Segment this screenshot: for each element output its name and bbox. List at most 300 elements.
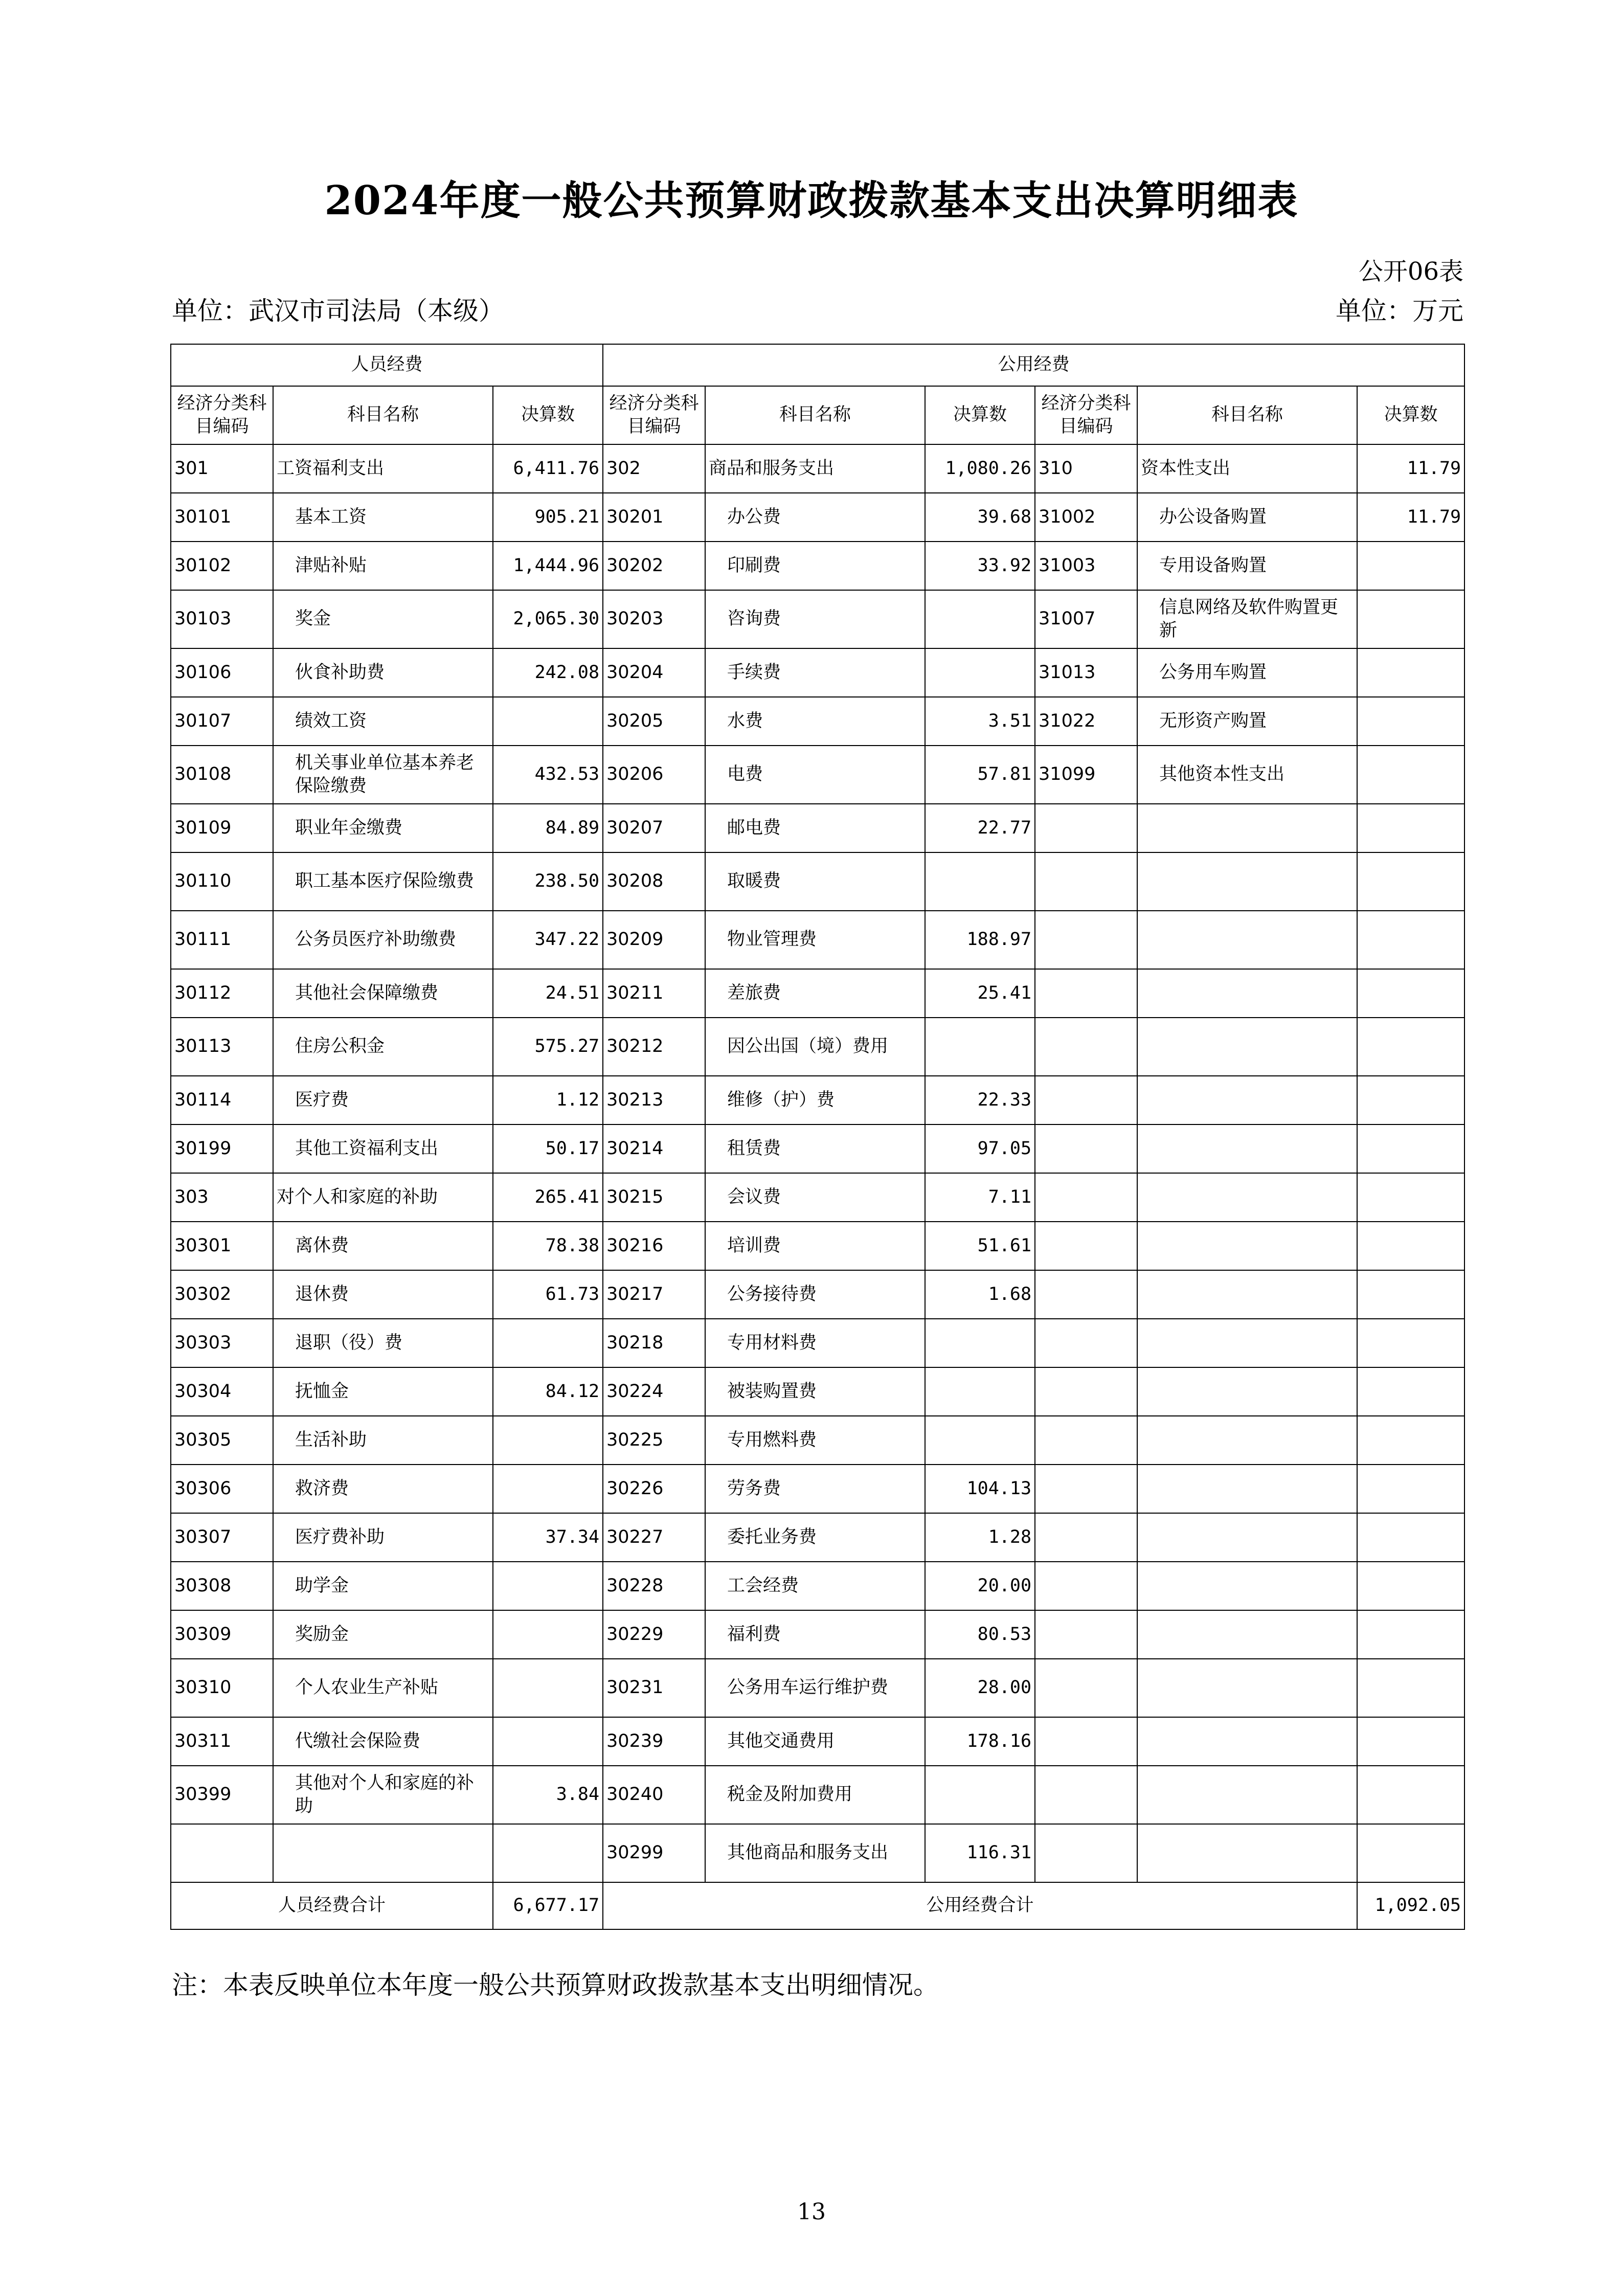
personnel-amount-cell: 347.22 xyxy=(493,911,603,969)
personnel-code-cell: 30103 xyxy=(171,590,273,648)
personnel-code-cell: 30309 xyxy=(171,1610,273,1659)
public-code-cell: 302 xyxy=(603,444,705,493)
capital-code-cell: 31099 xyxy=(1035,746,1137,804)
public-total-amount: 1,092.05 xyxy=(1357,1882,1464,1929)
capital-code-cell xyxy=(1035,1124,1137,1173)
capital-name-cell: 其他资本性支出 xyxy=(1137,746,1357,804)
table-row xyxy=(171,1717,1464,1766)
personnel-name-cell: 伙食补助费 xyxy=(273,648,493,697)
public-code-cell: 30217 xyxy=(603,1270,705,1319)
personnel-code-cell: 30304 xyxy=(171,1367,273,1416)
capital-code-cell xyxy=(1035,1367,1137,1416)
capital-name-cell xyxy=(1137,1367,1357,1416)
capital-amount-cell xyxy=(1357,1076,1464,1124)
public-amount-cell xyxy=(925,590,1035,648)
personnel-amount-cell: 24.51 xyxy=(493,969,603,1018)
capital-amount-cell xyxy=(1357,648,1464,697)
capital-amount-cell xyxy=(1357,1270,1464,1319)
personnel-name-cell: 助学金 xyxy=(273,1562,493,1610)
header-public: 公用经费 xyxy=(603,344,1464,386)
personnel-amount-cell: 905.21 xyxy=(493,493,603,542)
table-row xyxy=(171,1222,1464,1270)
capital-name-cell: 办公设备购置 xyxy=(1137,493,1357,542)
capital-code-cell xyxy=(1035,911,1137,969)
table-row xyxy=(171,1610,1464,1659)
table-row xyxy=(171,911,1464,969)
unit-currency: 单位：万元 xyxy=(1336,296,1463,326)
public-code-cell: 30203 xyxy=(603,590,705,648)
capital-name-cell xyxy=(1137,1659,1357,1717)
public-name-cell: 福利费 xyxy=(705,1610,925,1659)
personnel-name-cell: 退休费 xyxy=(273,1270,493,1319)
public-amount-cell xyxy=(925,852,1035,911)
public-name-cell: 公务用车运行维护费 xyxy=(705,1659,925,1717)
personnel-code-cell: 301 xyxy=(171,444,273,493)
personnel-code-cell: 30102 xyxy=(171,542,273,590)
capital-code-cell xyxy=(1035,1465,1137,1513)
capital-amount-cell xyxy=(1357,1124,1464,1173)
personnel-amount-cell: 84.12 xyxy=(493,1367,603,1416)
table-row xyxy=(171,590,1464,648)
capital-amount-cell xyxy=(1357,1018,1464,1076)
public-code-cell: 30205 xyxy=(603,697,705,746)
personnel-code-cell xyxy=(171,1824,273,1882)
public-amount-cell: 188.97 xyxy=(925,911,1035,969)
public-code-cell: 30228 xyxy=(603,1562,705,1610)
personnel-code-cell: 30111 xyxy=(171,911,273,969)
public-amount-cell: 1.28 xyxy=(925,1513,1035,1562)
capital-code-cell xyxy=(1035,804,1137,852)
capital-amount-cell xyxy=(1357,697,1464,746)
personnel-code-cell: 30301 xyxy=(171,1222,273,1270)
capital-amount-cell xyxy=(1357,852,1464,911)
header-name: 科目名称 xyxy=(1137,386,1357,444)
table-row xyxy=(171,969,1464,1018)
capital-code-cell: 31022 xyxy=(1035,697,1137,746)
capital-code-cell xyxy=(1035,1562,1137,1610)
table-row xyxy=(171,804,1464,852)
public-name-cell: 手续费 xyxy=(705,648,925,697)
page-title: 2024年度一般公共预算财政拨款基本支出决算明细表 xyxy=(324,177,1299,224)
table-row xyxy=(171,1659,1464,1717)
public-code-cell: 30226 xyxy=(603,1465,705,1513)
personnel-name-cell: 离休费 xyxy=(273,1222,493,1270)
public-amount-cell: 25.41 xyxy=(925,969,1035,1018)
personnel-amount-cell: 1.12 xyxy=(493,1076,603,1124)
table-row xyxy=(171,1270,1464,1319)
personnel-name-cell: 个人农业生产补贴 xyxy=(273,1659,493,1717)
capital-amount-cell xyxy=(1357,1319,1464,1367)
public-amount-cell: 20.00 xyxy=(925,1562,1035,1610)
public-code-cell: 30214 xyxy=(603,1124,705,1173)
public-name-cell: 劳务费 xyxy=(705,1465,925,1513)
table-row xyxy=(171,1076,1464,1124)
personnel-amount-cell: 242.08 xyxy=(493,648,603,697)
public-name-cell: 办公费 xyxy=(705,493,925,542)
public-code-cell: 30211 xyxy=(603,969,705,1018)
public-name-cell: 其他交通费用 xyxy=(705,1717,925,1766)
public-code-cell: 30213 xyxy=(603,1076,705,1124)
public-amount-cell: 1.68 xyxy=(925,1270,1035,1319)
public-name-cell: 公务接待费 xyxy=(705,1270,925,1319)
capital-code-cell xyxy=(1035,1659,1137,1717)
public-amount-cell: 39.68 xyxy=(925,493,1035,542)
footnote: 注：本表反映单位本年度一般公共预算财政拨款基本支出明细情况。 xyxy=(172,1970,939,2000)
personnel-name-cell: 代缴社会保险费 xyxy=(273,1717,493,1766)
table-row xyxy=(171,648,1464,697)
public-amount-cell xyxy=(925,1018,1035,1076)
personnel-amount-cell: 37.34 xyxy=(493,1513,603,1562)
public-amount-cell: 178.16 xyxy=(925,1717,1035,1766)
capital-amount-cell: 11.79 xyxy=(1357,444,1464,493)
personnel-name-cell: 绩效工资 xyxy=(273,697,493,746)
personnel-amount-cell: 61.73 xyxy=(493,1270,603,1319)
capital-code-cell: 31003 xyxy=(1035,542,1137,590)
header-name: 科目名称 xyxy=(705,386,925,444)
capital-name-cell xyxy=(1137,1222,1357,1270)
public-name-cell: 因公出国（境）费用 xyxy=(705,1018,925,1076)
public-name-cell: 专用燃料费 xyxy=(705,1416,925,1465)
table-row xyxy=(171,1018,1464,1076)
capital-name-cell: 信息网络及软件购置更新 xyxy=(1137,590,1357,648)
capital-code-cell xyxy=(1035,852,1137,911)
table-row xyxy=(171,1562,1464,1610)
capital-amount-cell xyxy=(1357,1513,1464,1562)
capital-code-cell xyxy=(1035,1513,1137,1562)
capital-code-cell xyxy=(1035,1717,1137,1766)
table-row xyxy=(171,746,1464,804)
personnel-name-cell: 公务员医疗补助缴费 xyxy=(273,911,493,969)
personnel-amount-cell xyxy=(493,1824,603,1882)
capital-code-cell: 31002 xyxy=(1035,493,1137,542)
personnel-amount-cell: 265.41 xyxy=(493,1173,603,1222)
capital-amount-cell xyxy=(1357,590,1464,648)
personnel-code-cell: 30113 xyxy=(171,1018,273,1076)
capital-amount-cell xyxy=(1357,1367,1464,1416)
expenditure-table xyxy=(170,344,1465,1930)
table-row xyxy=(171,1465,1464,1513)
personnel-amount-cell: 50.17 xyxy=(493,1124,603,1173)
capital-code-cell xyxy=(1035,1766,1137,1824)
capital-name-cell xyxy=(1137,1824,1357,1882)
personnel-amount-cell: 575.27 xyxy=(493,1018,603,1076)
public-code-cell: 30207 xyxy=(603,804,705,852)
personnel-amount-cell xyxy=(493,1416,603,1465)
personnel-code-cell: 303 xyxy=(171,1173,273,1222)
capital-code-cell: 310 xyxy=(1035,444,1137,493)
table-row xyxy=(171,493,1464,542)
personnel-name-cell: 工资福利支出 xyxy=(273,444,493,493)
capital-amount-cell xyxy=(1357,1717,1464,1766)
personnel-amount-cell: 1,444.96 xyxy=(493,542,603,590)
table-row xyxy=(171,542,1464,590)
public-amount-cell xyxy=(925,1319,1035,1367)
capital-amount-cell xyxy=(1357,1173,1464,1222)
personnel-code-cell: 30303 xyxy=(171,1319,273,1367)
public-amount-cell: 1,080.26 xyxy=(925,444,1035,493)
personnel-name-cell: 机关事业单位基本养老保险缴费 xyxy=(273,746,493,804)
capital-name-cell xyxy=(1137,804,1357,852)
capital-amount-cell xyxy=(1357,1766,1464,1824)
public-name-cell: 商品和服务支出 xyxy=(705,444,925,493)
personnel-code-cell: 30308 xyxy=(171,1562,273,1610)
public-name-cell: 税金及附加费用 xyxy=(705,1766,925,1824)
capital-name-cell xyxy=(1137,1018,1357,1076)
public-name-cell: 委托业务费 xyxy=(705,1513,925,1562)
unit-organization: 单位：武汉市司法局（本级） xyxy=(172,296,504,326)
personnel-code-cell: 30307 xyxy=(171,1513,273,1562)
capital-amount-cell xyxy=(1357,542,1464,590)
public-name-cell: 专用材料费 xyxy=(705,1319,925,1367)
page-number: 13 xyxy=(797,2199,826,2225)
public-name-cell: 其他商品和服务支出 xyxy=(705,1824,925,1882)
personnel-name-cell: 津贴补贴 xyxy=(273,542,493,590)
personnel-name-cell: 职业年金缴费 xyxy=(273,804,493,852)
public-name-cell: 差旅费 xyxy=(705,969,925,1018)
capital-name-cell: 无形资产购置 xyxy=(1137,697,1357,746)
public-name-cell: 水费 xyxy=(705,697,925,746)
personnel-code-cell: 30399 xyxy=(171,1766,273,1824)
capital-amount-cell xyxy=(1357,1562,1464,1610)
personnel-name-cell: 奖励金 xyxy=(273,1610,493,1659)
capital-code-cell: 31007 xyxy=(1035,590,1137,648)
capital-name-cell xyxy=(1137,969,1357,1018)
public-name-cell: 物业管理费 xyxy=(705,911,925,969)
personnel-name-cell: 医疗费补助 xyxy=(273,1513,493,1562)
capital-name-cell xyxy=(1137,1513,1357,1562)
personnel-amount-cell xyxy=(493,1659,603,1717)
capital-name-cell xyxy=(1137,1124,1357,1173)
personnel-amount-cell: 3.84 xyxy=(493,1766,603,1824)
public-name-cell: 会议费 xyxy=(705,1173,925,1222)
public-name-cell: 租赁费 xyxy=(705,1124,925,1173)
public-amount-cell xyxy=(925,648,1035,697)
personnel-name-cell: 职工基本医疗保险缴费 xyxy=(273,852,493,911)
personnel-total-label: 人员经费合计 xyxy=(171,1882,493,1929)
personnel-amount-cell xyxy=(493,1465,603,1513)
capital-amount-cell xyxy=(1357,1465,1464,1513)
table-row xyxy=(171,1319,1464,1367)
personnel-code-cell: 30110 xyxy=(171,852,273,911)
public-amount-cell: 97.05 xyxy=(925,1124,1035,1173)
public-code-cell: 30239 xyxy=(603,1717,705,1766)
public-amount-cell xyxy=(925,1367,1035,1416)
public-amount-cell: 22.77 xyxy=(925,804,1035,852)
personnel-code-cell: 30106 xyxy=(171,648,273,697)
personnel-amount-cell: 432.53 xyxy=(493,746,603,804)
public-code-cell: 30218 xyxy=(603,1319,705,1367)
personnel-amount-cell xyxy=(493,1319,603,1367)
capital-name-cell xyxy=(1137,1465,1357,1513)
public-name-cell: 取暖费 xyxy=(705,852,925,911)
table-row xyxy=(171,697,1464,746)
totals-row xyxy=(171,1882,1464,1929)
personnel-name-cell: 奖金 xyxy=(273,590,493,648)
personnel-code-cell: 30108 xyxy=(171,746,273,804)
personnel-code-cell: 30310 xyxy=(171,1659,273,1717)
public-amount-cell: 116.31 xyxy=(925,1824,1035,1882)
personnel-name-cell xyxy=(273,1824,493,1882)
capital-code-cell xyxy=(1035,969,1137,1018)
personnel-name-cell: 抚恤金 xyxy=(273,1367,493,1416)
capital-name-cell xyxy=(1137,852,1357,911)
table-row xyxy=(171,1124,1464,1173)
header-personnel: 人员经费 xyxy=(171,344,603,386)
public-code-cell: 30212 xyxy=(603,1018,705,1076)
personnel-code-cell: 30199 xyxy=(171,1124,273,1173)
header-name: 科目名称 xyxy=(273,386,493,444)
capital-name-cell xyxy=(1137,1319,1357,1367)
personnel-amount-cell xyxy=(493,1717,603,1766)
capital-code-cell: 31013 xyxy=(1035,648,1137,697)
personnel-amount-cell xyxy=(493,1610,603,1659)
personnel-name-cell: 生活补助 xyxy=(273,1416,493,1465)
public-name-cell: 培训费 xyxy=(705,1222,925,1270)
public-amount-cell: 28.00 xyxy=(925,1659,1035,1717)
capital-code-cell xyxy=(1035,1222,1137,1270)
public-code-cell: 30227 xyxy=(603,1513,705,1562)
public-amount-cell: 3.51 xyxy=(925,697,1035,746)
public-code-cell: 30216 xyxy=(603,1222,705,1270)
public-name-cell: 电费 xyxy=(705,746,925,804)
capital-name-cell: 公务用车购置 xyxy=(1137,648,1357,697)
form-number: 公开06表 xyxy=(1358,257,1463,286)
capital-amount-cell xyxy=(1357,1824,1464,1882)
public-amount-cell: 80.53 xyxy=(925,1610,1035,1659)
capital-amount-cell xyxy=(1357,1416,1464,1465)
personnel-code-cell: 30114 xyxy=(171,1076,273,1124)
table-row xyxy=(171,1824,1464,1882)
public-code-cell: 30240 xyxy=(603,1766,705,1824)
public-name-cell: 邮电费 xyxy=(705,804,925,852)
capital-name-cell xyxy=(1137,1270,1357,1319)
capital-name-cell xyxy=(1137,1562,1357,1610)
header-amount: 决算数 xyxy=(925,386,1035,444)
capital-amount-cell xyxy=(1357,1610,1464,1659)
header-code: 经济分类科目编码 xyxy=(1035,386,1137,444)
public-code-cell: 30231 xyxy=(603,1659,705,1717)
public-amount-cell: 33.92 xyxy=(925,542,1035,590)
public-amount-cell: 57.81 xyxy=(925,746,1035,804)
public-name-cell: 印刷费 xyxy=(705,542,925,590)
capital-amount-cell xyxy=(1357,911,1464,969)
capital-amount-cell xyxy=(1357,969,1464,1018)
table-body xyxy=(171,444,1464,1882)
capital-code-cell xyxy=(1035,1610,1137,1659)
personnel-code-cell: 30302 xyxy=(171,1270,273,1319)
personnel-amount-cell: 6,411.76 xyxy=(493,444,603,493)
table-row xyxy=(171,1367,1464,1416)
personnel-amount-cell: 2,065.30 xyxy=(493,590,603,648)
public-amount-cell xyxy=(925,1766,1035,1824)
personnel-code-cell: 30112 xyxy=(171,969,273,1018)
personnel-name-cell: 其他对个人和家庭的补助 xyxy=(273,1766,493,1824)
personnel-amount-cell: 238.50 xyxy=(493,852,603,911)
public-code-cell: 30229 xyxy=(603,1610,705,1659)
public-amount-cell xyxy=(925,1416,1035,1465)
table-row xyxy=(171,1513,1464,1562)
header-amount: 决算数 xyxy=(493,386,603,444)
capital-name-cell xyxy=(1137,1717,1357,1766)
public-amount-cell: 7.11 xyxy=(925,1173,1035,1222)
capital-name-cell xyxy=(1137,911,1357,969)
personnel-amount-cell: 84.89 xyxy=(493,804,603,852)
table-row xyxy=(171,1416,1464,1465)
capital-amount-cell xyxy=(1357,804,1464,852)
header-code: 经济分类科目编码 xyxy=(171,386,273,444)
personnel-name-cell: 医疗费 xyxy=(273,1076,493,1124)
capital-name-cell: 专用设备购置 xyxy=(1137,542,1357,590)
public-name-cell: 咨询费 xyxy=(705,590,925,648)
public-code-cell: 30224 xyxy=(603,1367,705,1416)
capital-code-cell xyxy=(1035,1319,1137,1367)
personnel-code-cell: 30311 xyxy=(171,1717,273,1766)
capital-amount-cell xyxy=(1357,746,1464,804)
capital-code-cell xyxy=(1035,1270,1137,1319)
personnel-code-cell: 30107 xyxy=(171,697,273,746)
personnel-name-cell: 其他社会保障缴费 xyxy=(273,969,493,1018)
personnel-total-amount: 6,677.17 xyxy=(493,1882,603,1929)
public-code-cell: 30204 xyxy=(603,648,705,697)
capital-code-cell xyxy=(1035,1416,1137,1465)
public-code-cell: 30209 xyxy=(603,911,705,969)
capital-code-cell xyxy=(1035,1824,1137,1882)
public-name-cell: 工会经费 xyxy=(705,1562,925,1610)
capital-name-cell xyxy=(1137,1076,1357,1124)
capital-name-cell: 资本性支出 xyxy=(1137,444,1357,493)
personnel-code-cell: 30101 xyxy=(171,493,273,542)
header-code: 经济分类科目编码 xyxy=(603,386,705,444)
public-amount-cell: 22.33 xyxy=(925,1076,1035,1124)
personnel-code-cell: 30305 xyxy=(171,1416,273,1465)
capital-code-cell xyxy=(1035,1173,1137,1222)
personnel-name-cell: 基本工资 xyxy=(273,493,493,542)
public-code-cell: 30202 xyxy=(603,542,705,590)
capital-name-cell xyxy=(1137,1416,1357,1465)
capital-amount-cell xyxy=(1357,1222,1464,1270)
personnel-name-cell: 对个人和家庭的补助 xyxy=(273,1173,493,1222)
public-amount-cell: 51.61 xyxy=(925,1222,1035,1270)
capital-name-cell xyxy=(1137,1610,1357,1659)
public-name-cell: 维修（护）费 xyxy=(705,1076,925,1124)
capital-amount-cell xyxy=(1357,1659,1464,1717)
table-row xyxy=(171,1766,1464,1824)
personnel-amount-cell xyxy=(493,1562,603,1610)
public-code-cell: 30201 xyxy=(603,493,705,542)
personnel-code-cell: 30109 xyxy=(171,804,273,852)
personnel-name-cell: 其他工资福利支出 xyxy=(273,1124,493,1173)
table-row xyxy=(171,1173,1464,1222)
header-amount: 决算数 xyxy=(1357,386,1464,444)
personnel-amount-cell xyxy=(493,697,603,746)
table-row xyxy=(171,444,1464,493)
capital-code-cell xyxy=(1035,1076,1137,1124)
public-amount-cell: 104.13 xyxy=(925,1465,1035,1513)
public-total-label: 公用经费合计 xyxy=(603,1882,1357,1929)
public-code-cell: 30215 xyxy=(603,1173,705,1222)
public-code-cell: 30206 xyxy=(603,746,705,804)
capital-amount-cell: 11.79 xyxy=(1357,493,1464,542)
personnel-amount-cell: 78.38 xyxy=(493,1222,603,1270)
capital-name-cell xyxy=(1137,1766,1357,1824)
public-name-cell: 被装购置费 xyxy=(705,1367,925,1416)
public-code-cell: 30299 xyxy=(603,1824,705,1882)
personnel-name-cell: 救济费 xyxy=(273,1465,493,1513)
personnel-name-cell: 住房公积金 xyxy=(273,1018,493,1076)
table-row xyxy=(171,852,1464,911)
personnel-name-cell: 退职（役）费 xyxy=(273,1319,493,1367)
public-code-cell: 30208 xyxy=(603,852,705,911)
